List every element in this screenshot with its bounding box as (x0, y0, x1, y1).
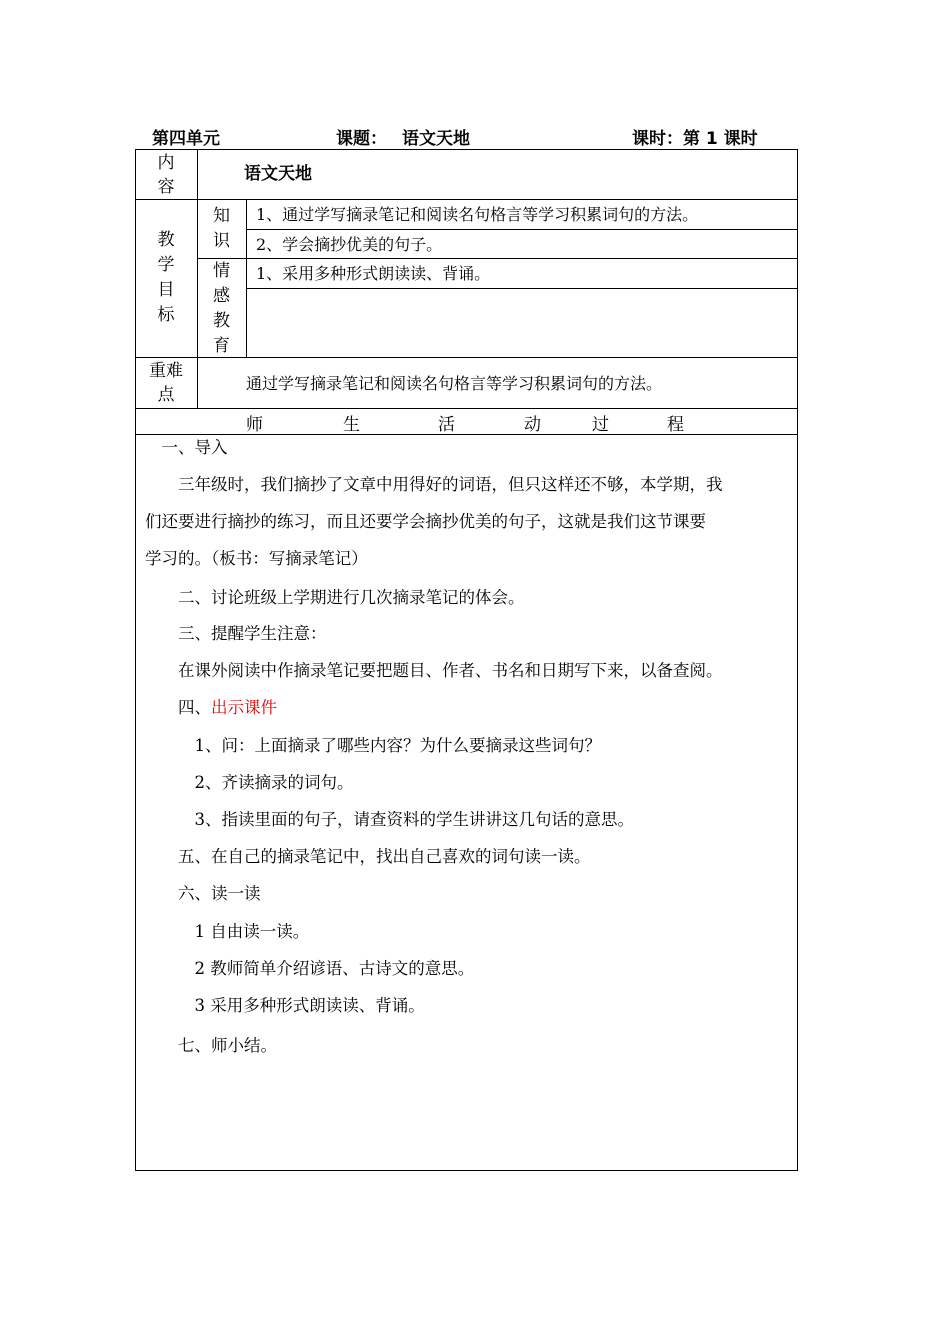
process-line: 们还要进行摘抄的练习，而且还要学会摘抄优美的句子，这就是我们这节课要 (145, 512, 706, 531)
difficulty-label: 重难 点 (149, 361, 183, 405)
period-label: 课时：第 1 课时 (632, 129, 758, 149)
process-line: 1、问：上面摘录了哪些内容？为什么要摘录这些词句？ (145, 736, 601, 755)
process-line: 二、讨论班级上学期进行几次摘录笔记的体会。 (145, 588, 525, 607)
topic-label: 课题： (336, 129, 387, 149)
process-line: 五、在自己的摘录笔记中，找出自己喜欢的词句读一读。 (145, 847, 591, 866)
row-divider (246, 229, 798, 230)
difficulty-value: 通过学写摘录笔记和阅读名句格言等学习积累词句的方法。 (246, 374, 663, 393)
knowledge-label: 知 识 (213, 206, 230, 251)
row-divider (135, 434, 798, 435)
process-line: 三、提醒学生注意： (145, 624, 327, 643)
knowledge-item: 2、学会摘抄优美的句子。 (256, 235, 443, 254)
unit-label: 第四单元 (152, 129, 220, 149)
highlight-text: 出示课件 (211, 698, 277, 717)
row-divider (135, 408, 798, 409)
process-line: 七、师小结。 (145, 1036, 277, 1055)
process-line: 2 教师简单介绍谚语、古诗文的意思。 (145, 959, 475, 978)
process-line: 四、 (145, 698, 211, 717)
process-line: 六、读一读 (145, 884, 261, 903)
column-divider (246, 199, 247, 357)
process-line: 三年级时，我们摘抄了文章中用得好的词语，但只这样还不够，本学期，我 (145, 475, 723, 494)
process-line-with-highlight (145, 697, 277, 719)
process-line: 一、导入 (145, 438, 228, 457)
topic-value: 语文天地 (402, 129, 470, 149)
process-line: 3、指读里面的句子，请查资料的学生讲讲这几句话的意思。 (145, 810, 634, 829)
emotion-item: 1、采用多种形式朗读读、背诵。 (256, 264, 491, 283)
row-divider (135, 199, 798, 200)
process-line: 1 自由读一读。 (145, 922, 310, 941)
row-divider (246, 288, 798, 289)
row-divider (197, 258, 798, 259)
content-label: 内 容 (157, 153, 175, 197)
process-line: 2、齐读摘录的词句。 (145, 773, 354, 792)
process-line: 学习的。（板书：写摘录笔记） (145, 549, 368, 568)
knowledge-item: 1、通过学写摘录笔记和阅读名句格言等学习积累词句的方法。 (256, 205, 699, 224)
process-line: 3 采用多种形式朗读读、背诵。 (145, 996, 425, 1015)
process-line: 在课外阅读中作摘录笔记要把题目、作者、书名和日期写下来，以备查阅。 (145, 661, 723, 680)
content-value: 语文天地 (244, 164, 312, 184)
objectives-label: 教 学 目 标 (157, 230, 175, 325)
emotion-label: 情 感 教 育 (213, 261, 230, 356)
